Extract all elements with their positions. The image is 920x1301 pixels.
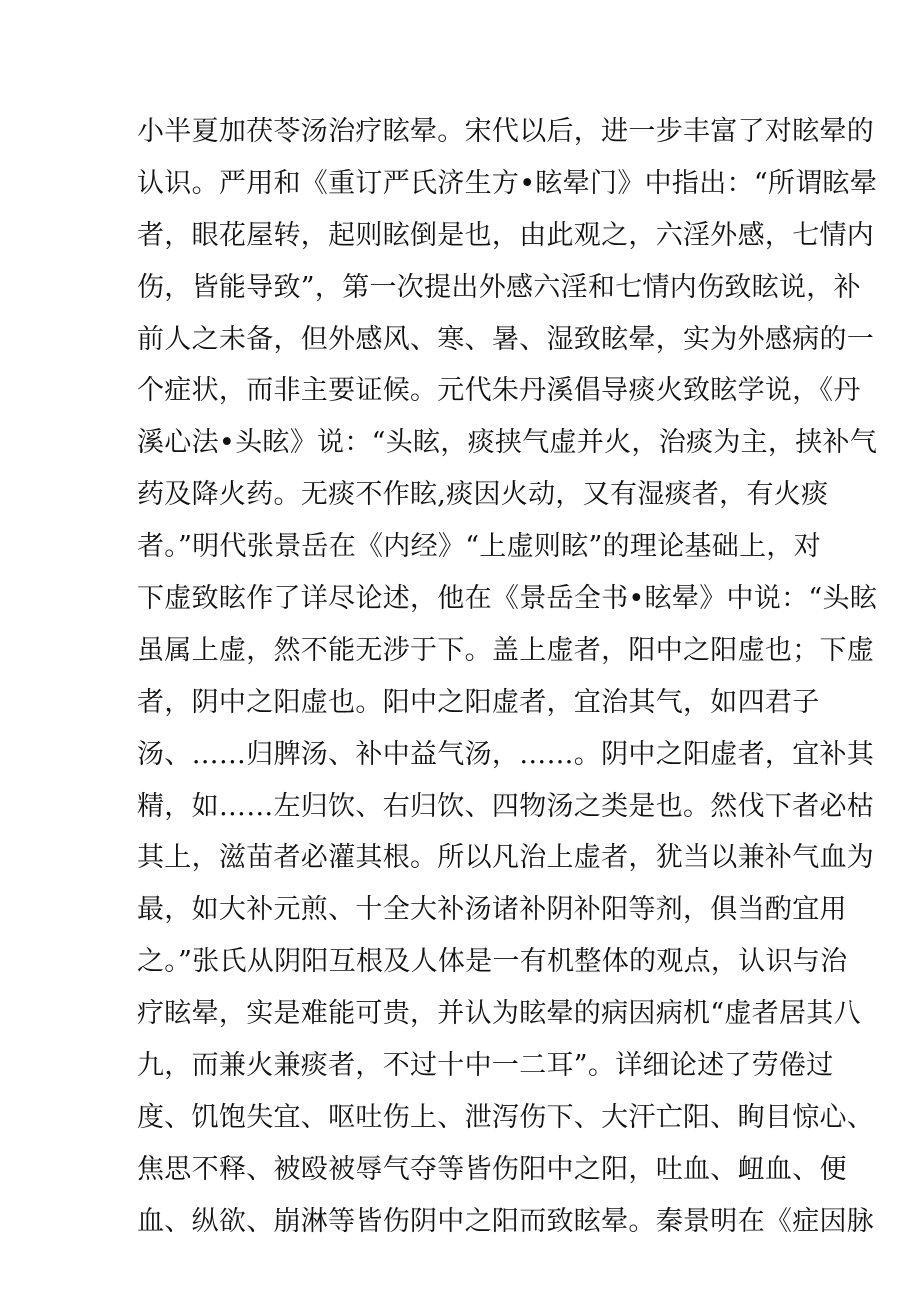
- text-line-6: 个症状，而非主要证候。元代朱丹溪倡导痰火致眩学说，《丹: [137, 375, 861, 407]
- text-line-4: 伤，皆能导致”，第一次提出外感六淫和七情内伤致眩说，补: [137, 271, 861, 303]
- text-line-7: 溪心法•头眩》说：“头眩，痰挟气虚并火，治痰为主，挟补气: [137, 427, 878, 459]
- text-line-16: 最，如大补元煎、十全大补汤诸补阴补阳等剂，俱当酌宜用: [137, 894, 847, 926]
- text-line-3: 者，眼花屋转，起则眩倒是也，由此观之，六淫外感，七情内: [137, 219, 875, 251]
- body-paragraph: [137, 106, 878, 1248]
- text-line-19: 九，而兼火兼痰者，不过十中一二耳”。详细论述了劳倦过: [137, 1050, 834, 1082]
- text-line-9: 者。”明代张景岳在《内经》“上虚则眩”的理论基础上，对: [137, 531, 822, 563]
- text-line-12: 者，阴中之阳虚也。阳中之阳虚者，宜治其气，如四君子: [137, 686, 820, 718]
- text-line-13: 汤、……归脾汤、补中益气汤，……。阴中之阳虚者，宜补其: [137, 738, 875, 770]
- text-line-18: 疗眩晕，实是难能可贵，并认为眩晕的病因病机“虚者居其八: [137, 998, 861, 1030]
- text-line-5: 前人之未备，但外感风、寒、暑、湿致眩晕，实为外感病的一: [137, 323, 875, 355]
- text-line-10: 下虚致眩作了详尽论述，他在《景岳全书•眩晕》中说：“头眩: [137, 583, 878, 615]
- text-line-20: 度、饥饱失宜、呕吐伤上、泄泻伤下、大汗亡阳、眴目惊心、: [137, 1101, 875, 1133]
- text-line-1: 小半夏加茯苓汤治疗眩晕。宋代以后，进一步丰富了对眩晕的: [137, 116, 875, 147]
- text-line-17: 之。”张氏从阴阳互根及人体是一有机整体的观点，认识与治: [137, 946, 848, 978]
- text-line-15: 其上，滋苗者必灌其根。所以凡治上虚者，犹当以兼补气血为: [137, 842, 875, 874]
- text-line-8: 药及降火药。无痰不作眩,痰因火动，又有湿痰者，有火痰: [137, 479, 829, 511]
- text-line-14: 精，如……左归饮、右归饮、四物汤之类是也。然伐下者必枯: [137, 790, 875, 822]
- text-line-21: 焦思不释、被殴被辱气夺等皆伤阳中之阳，吐血、衄血、便: [137, 1153, 847, 1185]
- text-line-22: 血、纵欲、崩淋等皆伤阴中之阳而致眩晕。秦景明在《症因脉: [137, 1205, 875, 1237]
- text-line-2: 认识。严用和《重订严氏济生方•眩晕门》中指出：“所谓眩晕: [137, 167, 878, 199]
- text-line-11: 虽属上虚，然不能无涉于下。盖上虚者，阳中之阳虚也；下虚: [137, 634, 875, 666]
